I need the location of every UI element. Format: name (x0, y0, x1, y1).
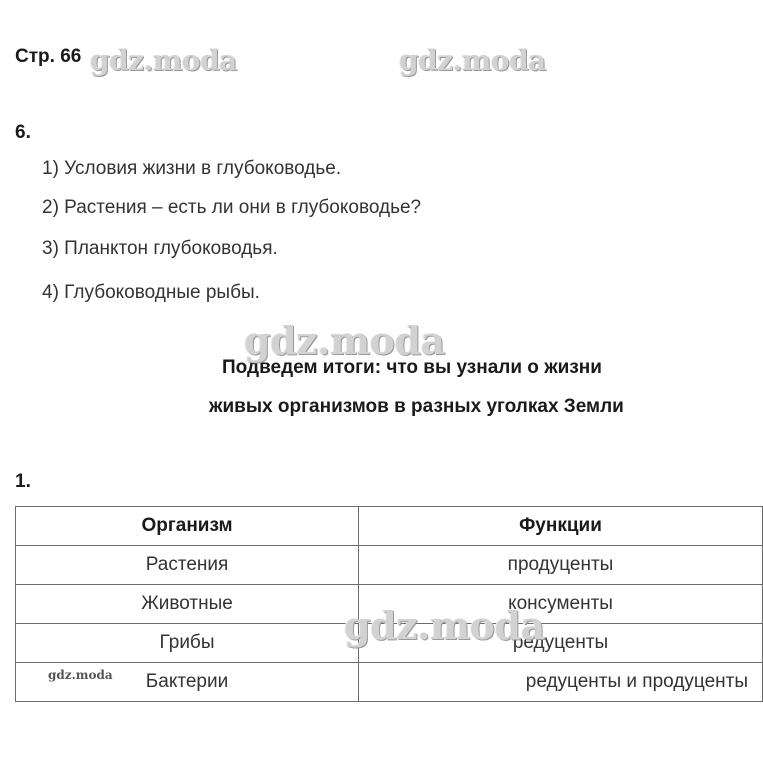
column-header-functions: Функции (359, 507, 763, 546)
watermark: gdz.moda (344, 603, 545, 648)
watermark: gdz.moda (244, 318, 445, 363)
function-cell: продуценты (359, 546, 763, 585)
task-6-item: 2) Растения – есть ли они в глубоководье? (42, 197, 422, 218)
task-6-item: 4) Глубоководные рыбы. (42, 282, 260, 303)
watermark: gdz.moda (48, 668, 113, 682)
function-cell: редуценты и продуценты (359, 663, 763, 702)
table-row (16, 663, 763, 702)
organism-cell: Бактерии (16, 663, 359, 702)
summary-heading-line-2: живых организмов в разных уголках Земли (209, 396, 624, 417)
table-row (16, 546, 763, 585)
task-6-number: 6. (15, 122, 31, 143)
watermark: gdz.moda (90, 44, 237, 77)
function-cell: редуценты (359, 624, 763, 663)
task-6-item: 3) Планктон глубоководья. (42, 238, 278, 259)
organism-cell: Животные (16, 585, 359, 624)
task-6-item: 1) Условия жизни в глубоководье. (42, 158, 342, 179)
organism-cell: Грибы (16, 624, 359, 663)
summary-heading-line-1: Подведем итоги: что вы узнали о жизни (222, 357, 602, 378)
organism-cell: Растения (16, 546, 359, 585)
function-cell: консументы (359, 585, 763, 624)
page-reference: Стр. 66 (15, 46, 82, 67)
table-header-row (16, 507, 763, 546)
task-1-number: 1. (15, 471, 31, 492)
watermark: gdz.moda (399, 44, 546, 77)
column-header-organism: Организм (16, 507, 359, 546)
